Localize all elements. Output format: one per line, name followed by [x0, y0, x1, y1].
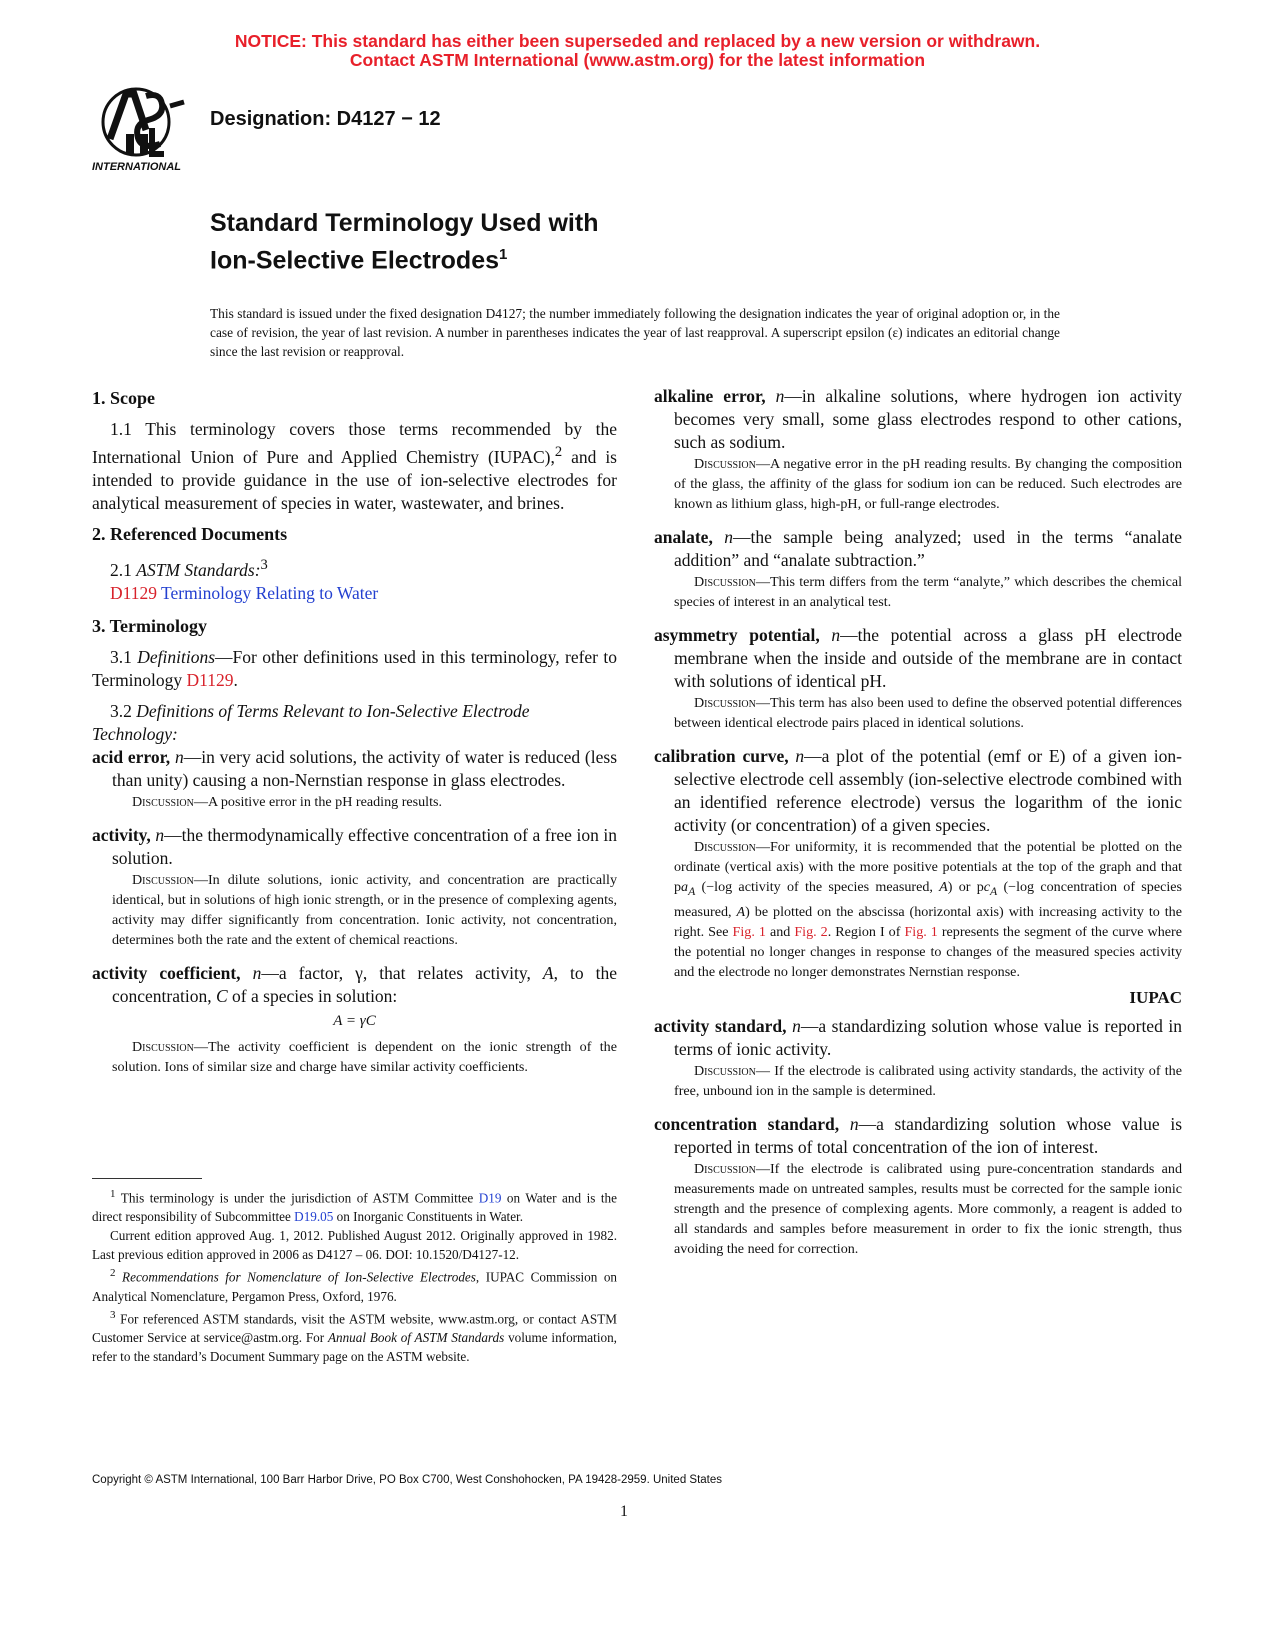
- fig-1-link[interactable]: Fig. 1: [732, 923, 766, 940]
- copyright: Copyright © ASTM International, 100 Barr Harbor Drive, PO Box C700, West Conshohocken, PA 19428-2959. United States: [92, 1474, 723, 1486]
- footnote-1: $^1$ This terminology is under the jurisdiction of ASTM Committee D19 on Water and is the direct responsibility of Subcommittee D19.05 on Inorganic Constituents in Water.: [92, 1188, 617, 1225]
- d19-link[interactable]: D19: [478, 1190, 502, 1206]
- left-column: [92, 385, 617, 1089]
- astm-logo: [90, 84, 200, 174]
- footnote-rule: [92, 1178, 202, 1179]
- section-3-heading: 3. Terminology: [92, 615, 208, 636]
- definitions-paragraph: 3.1 Definitions—For other definitions used in this terminology, refer to Terminology D1129.: [92, 646, 617, 690]
- designation: Designation: D4127 − 12: [210, 108, 441, 130]
- term-asymmetry-potential: asymmetry potential, n—the potential across a glass pH electrode membrane when the inside and outside of the membrane are in contact with solutions of identical pH.: [654, 625, 1183, 691]
- term-acid-error: acid error, n—in very acid solutions, the activity of water is reduced (less than unity) causing a non-Nernstian response in glass electrodes.: [92, 746, 618, 790]
- astm-logo-icon: [90, 84, 200, 174]
- activity-equation: A = γC: [333, 1012, 376, 1029]
- fig-2-link[interactable]: Fig. 2: [794, 923, 828, 940]
- astm-standards-label: 2.1 ASTM Standards:$^3$: [110, 556, 268, 580]
- title-line-1: Standard Terminology Used with: [210, 209, 599, 237]
- logo-text: INTERNATIONAL: [92, 161, 182, 173]
- footnote-1-edition: Current edition approved Aug. 1, 2012. Published August 2012. Originally approved in 1982. Last previous edition approved in 2006 as D4127 – 06. DOI: 10.1520/D4127-12.: [92, 1228, 617, 1263]
- notice-line-1: NOTICE: This standard has either been superseded and replaced by a new version or withdrawn.: [234, 31, 1041, 51]
- d19-05-link[interactable]: D19.05: [294, 1209, 334, 1225]
- term-alkaline-error: alkaline error, n—in alkaline solutions, where hydrogen ion activity becomes very small, some glass electrodes respond to other cations, such as sodium.: [654, 386, 1182, 452]
- term-concentration-standard: concentration standard, n—a standardizing solution whose value is reported in terms of total concentration of the ion of interest.: [654, 1113, 1183, 1157]
- footnote-3: $^3$ For referenced ASTM standards, visit the ASTM website, www.astm.org, or contact ASTM Customer Service at service@astm.org. For Annual Book of ASTM Standards volume information, refer to the standard’s Document Summary page on the ASTM website.: [92, 1308, 617, 1365]
- discussion-analate: Discussion—This term differs from the term “analyte,” which describes the chemical species of interest in an analytical test.: [674, 574, 1182, 610]
- footnotes: [92, 1178, 617, 1366]
- discussion-activity-standard: Discussion— If the electrode is calibrated using activity standards, the activity of the free, unbound ion in the sample is determined.: [674, 1062, 1182, 1099]
- discussion-asymmetry-potential: Discussion—This term has also been used to define the observed potential differences between identical electrode pairs placed in identical solutions.: [674, 695, 1182, 731]
- notice-banner: [0, 32, 1275, 70]
- d1129-link[interactable]: D1129: [186, 669, 234, 690]
- discussion-concentration-standard: Discussion—If the electrode is calibrated using pure-concentration standards and measurements made on untreated samples, results must be corrected for the sample ionic strength and the presence of complexing agents. More commonly, a reagent is added to all standards and samples before measurement in order to fix the ionic strength, thus avoiding the need for correction.: [674, 1160, 1182, 1257]
- scope-paragraph: 1.1 This terminology covers those terms recommended by the International Union of Pure and Applied Chemistry (IUPAC),$^2$ and is intended to provide guidance in the use of ion-selective electrodes for analytical measurement of species in water, wastewater, and brines.: [92, 419, 617, 513]
- reference-d1129[interactable]: D1129 Terminology Relating to Water: [110, 582, 379, 603]
- section-1-heading: 1. Scope: [92, 388, 155, 408]
- document-title: [210, 208, 598, 276]
- term-activity-standard: activity standard, n—a standardizing solution whose value is reported in terms of ionic activity.: [654, 1015, 1183, 1059]
- title-line-2: Ion-Selective Electrodes$^1$: [210, 246, 508, 275]
- iupac-label: IUPAC: [1129, 987, 1182, 1007]
- page-number: 1: [620, 1503, 628, 1520]
- discussion-alkaline-error: Discussion—A negative error in the pH reading results. By changing the composition of the glass, the affinity of the glass for sodium ion can be reduced. Such electrodes are known as lithium glass, high-pH, or full-range electrodes.: [674, 456, 1182, 512]
- term-activity: activity, n—the thermodynamically effective concentration of a free ion in solution.: [92, 824, 618, 868]
- issued-note: This standard is issued under the fixed designation D4127; the number immediately following the designation indicates the year of original adoption or, in the case of revision, the year of last revision. A number in parentheses indicates the year of last reapproval. A superscript epsilon (ε) indicates an editorial change since the last revision or reapproval.: [210, 306, 1060, 359]
- notice-line-2: Contact ASTM International (www.astm.org) for the latest information: [349, 50, 926, 70]
- footnote-2: $^2$ Recommendations for Nomenclature of Ion-Selective Electrodes, IUPAC Commission on Analytical Nomenclature, Pergamon Press, Oxford, 1976.: [92, 1267, 618, 1304]
- term-analate: analate, n—the sample being analyzed; used in the terms “analate addition” and “analate subtraction.”: [654, 527, 1182, 570]
- fig-1-link-second[interactable]: Fig. 1: [904, 923, 938, 940]
- title-footnote-mark: 1: [499, 246, 508, 263]
- term-activity-coefficient: activity coefficient, n—a factor, γ, that relates activity, A, to the concentration, C of a species in solution:: [92, 962, 617, 1006]
- term-calibration-curve: calibration curve, n—a plot of the potential (emf or E) of a given ion-selective electrode cell assembly (ion-selective electrode combined with an identified reference electrode) versus the logarithm of the ionic activity (or concentration) of a given species.: [654, 746, 1183, 835]
- discussion-activity: Discussion—In dilute solutions, ionic activity, and concentration are practically identical, but in solutions of high ionic strength, or in the presence of complexing agents, activity may differ significantly from concentration. Ionic activity, not concentration, determines both the rate and the extent of chemical reactions.: [112, 871, 617, 948]
- section-2-heading: 2. Referenced Documents: [92, 523, 288, 544]
- discussion-acid-error: Discussion—A positive error in the pH reading results.: [132, 793, 443, 810]
- definitions-relevant-paragraph: 3.2 Definitions of Terms Relevant to Ion-Selective Electrode Technology:: [92, 700, 530, 744]
- right-column: [654, 385, 1182, 1271]
- discussion-activity-coefficient: Discussion—The activity coefficient is dependent on the ionic strength of the solution. Ions of similar size and charge have similar activity coefficients.: [112, 1038, 617, 1075]
- discussion-calibration-curve: Discussion—For uniformity, it is recommended that the potential be plotted on the ordinate (vertical axis) with the more positive potentials at the top of the graph and that $pa_A$ (−log activity of the species measured, A) or $pc_A$ (−log concentration of species measured, A) be plotted on the abscissa (horizontal axis) with increasing activity to the right. See Fig. 1 and Fig. 2. Region I of Fig. 1 represents the segment of the curve where the potential no longer changes in response to changes of the measured species activity and the electrode no longer demonstrates Nernstian response.: [674, 839, 1182, 980]
